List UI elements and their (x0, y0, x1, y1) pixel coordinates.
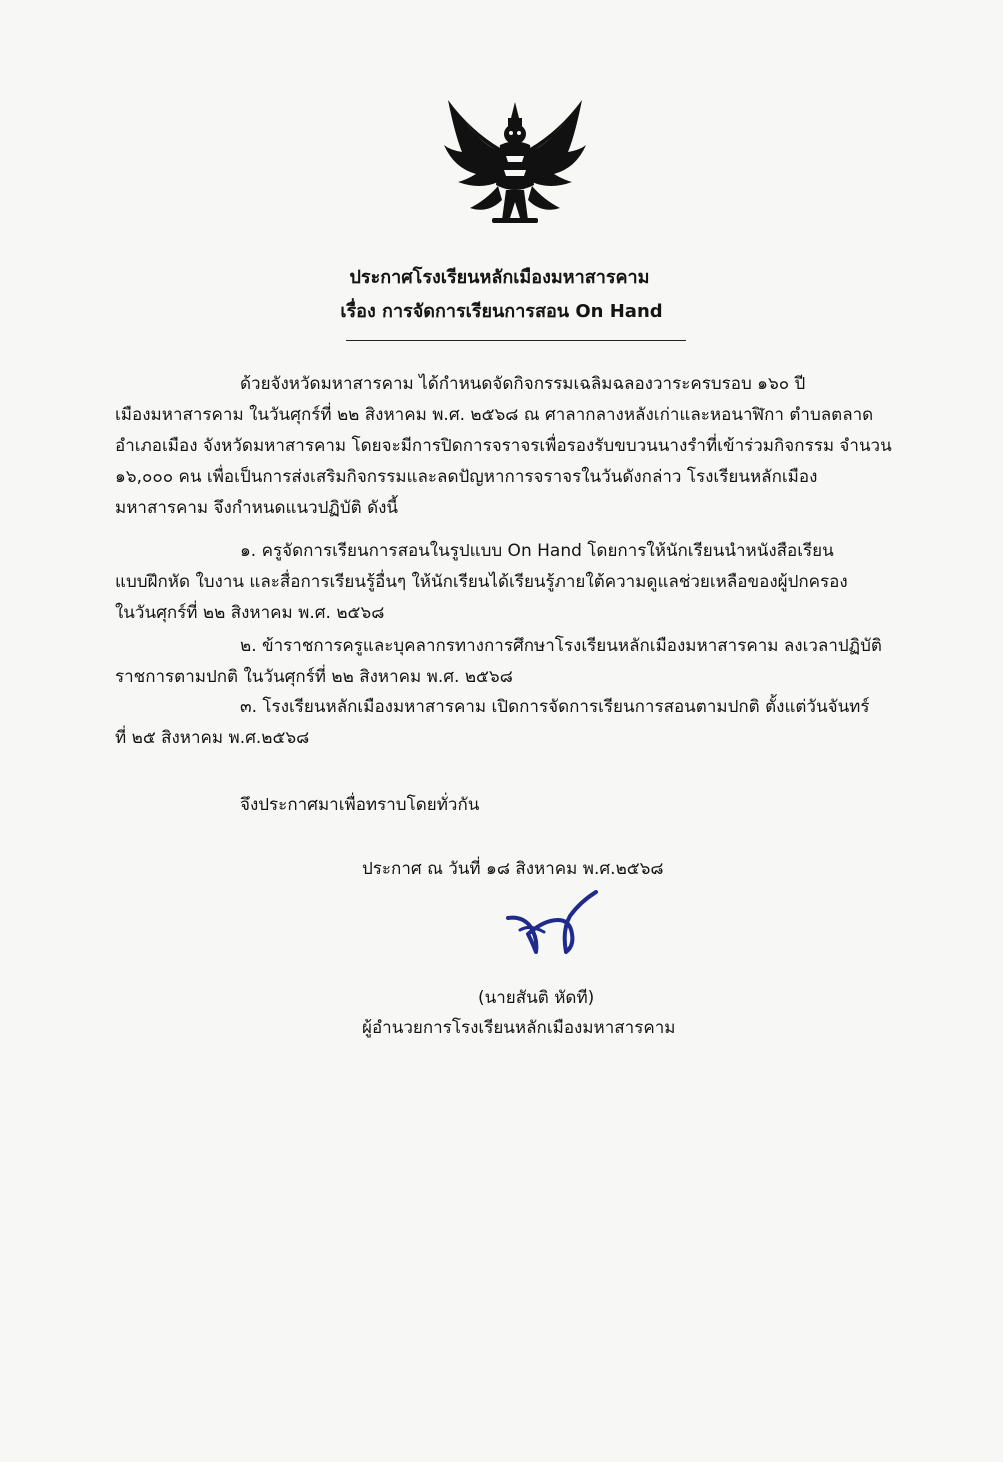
intro-line: ๑๖,๐๐๐ คน เพื่อเป็นการส่งเสริมกิจกรรมและลดปัญหาการจราจรในวันดังกล่าว โรงเรียนหลักเมือง (115, 467, 818, 487)
signer-title: ผู้อำนวยการโรงเรียนหลักเมืองมหาสารคาม (362, 1018, 676, 1038)
item-3-line: ที่ ๒๕ สิงหาคม พ.ศ.๒๕๖๘ (115, 728, 310, 748)
announcement-title: ประกาศโรงเรียนหลักเมืองมหาสารคาม (349, 267, 650, 288)
signer-name: (นายสันติ หัดที) (478, 988, 595, 1008)
intro-line: ด้วยจังหวัดมหาสารคาม ได้กำหนดจัดกิจกรรมเฉลิมฉลองวาระครบรอบ ๑๖๐ ปี (240, 374, 806, 394)
item-1-line: ในวันศุกร์ที่ ๒๒ สิงหาคม พ.ศ. ๒๕๖๘ (115, 603, 385, 623)
item-3-line: ๓. โรงเรียนหลักเมืองมหาสารคาม เปิดการจัดการเรียนการสอนตามปกติ ตั้งแต่วันจันทร์ (240, 697, 870, 717)
intro-line: เมืองมหาสารคาม ในวันศุกร์ที่ ๒๒ สิงหาคม พ.ศ. ๒๕๖๘ ณ ศาลากลางหลังเก่าและหอนาฬิกา ตำบลตลาด (115, 405, 874, 425)
announcement-subject: เรื่อง การจัดการเรียนการสอน On Hand (340, 301, 663, 322)
intro-line: มหาสารคาม จึงกำหนดแนวปฏิบัติ ดังนี้ (115, 498, 399, 518)
closing-line: จึงประกาศมาเพื่อทราบโดยทั่วกัน (240, 795, 480, 815)
intro-line: อำเภอเมือง จังหวัดมหาสารคาม โดยจะมีการปิดการจราจรเพื่อรองรับขบวนนางรำที่เข้าร่วมกิจกรรม จำนวน (115, 436, 892, 456)
signature-icon (500, 890, 610, 960)
item-2-line: ราชการตามปกติ ในวันศุกร์ที่ ๒๒ สิงหาคม พ.ศ. ๒๕๖๘ (115, 667, 513, 687)
item-2-line: ๒. ข้าราชการครูและบุคลากรทางการศึกษาโรงเรียนหลักเมืองมหาสารคาม ลงเวลาปฏิบัติ (240, 636, 882, 656)
item-1-line: แบบฝึกหัด ใบงาน และสื่อการเรียนรู้อื่นๆ ให้นักเรียนได้เรียนรู้ภายใต้ความดูแลช่วยเหลือของผู้ปกครอง (115, 572, 848, 592)
title-underline (346, 340, 686, 341)
item-1-line: ๑. ครูจัดการเรียนการสอนในรูปแบบ On Hand โดยการให้นักเรียนนำหนังสือเรียน (240, 541, 834, 561)
announcement-date: ประกาศ ณ วันที่ ๑๘ สิงหาคม พ.ศ.๒๕๖๘ (362, 859, 664, 879)
garuda-emblem-icon (440, 90, 590, 235)
